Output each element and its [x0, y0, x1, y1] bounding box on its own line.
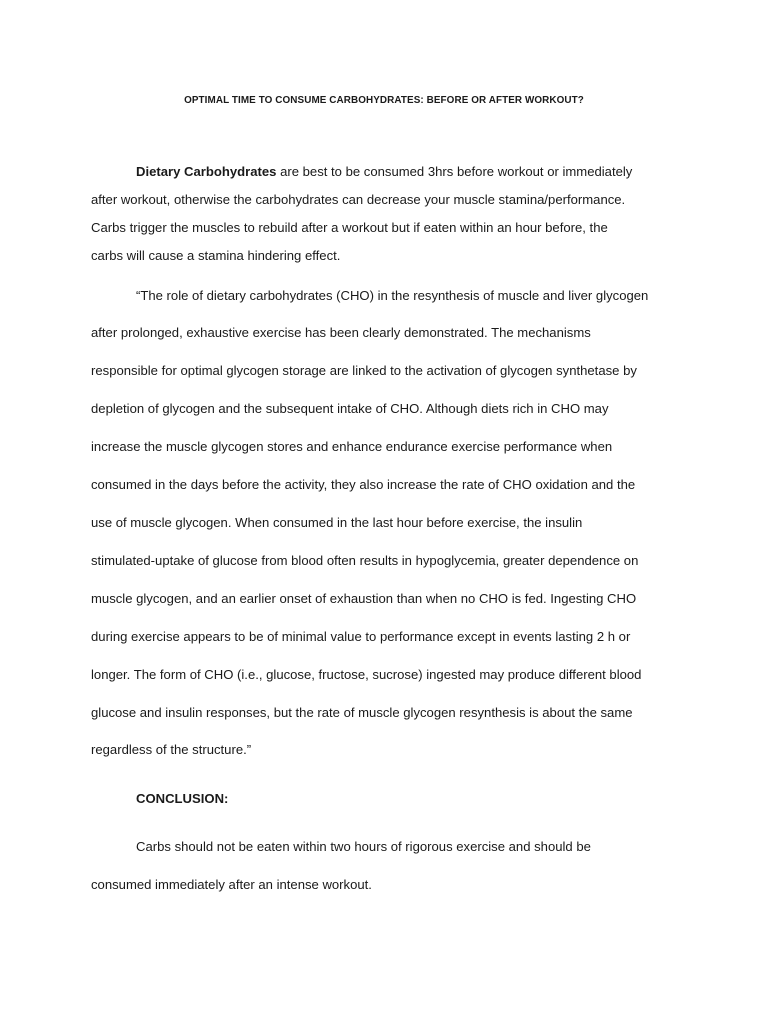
conclusion-line: consumed immediately after an intense workout.: [91, 877, 372, 892]
intro-text: are best to be consumed 3hrs before workout or immediately: [276, 164, 633, 179]
intro-line-3: Carbs trigger the muscles to rebuild after a workout but if eaten within an hour before, the: [91, 220, 608, 235]
quote-line: longer. The form of CHO (i.e., glucose, fructose, sucrose) ingested may produce different blood: [91, 667, 642, 682]
quote-line: consumed in the days before the activity, they also increase the rate of CHO oxidation and the: [91, 477, 636, 492]
intro-line-2: after workout, otherwise the carbohydrates can decrease your muscle stamina/performance.: [91, 192, 626, 207]
intro-term: Dietary Carbohydrates: [136, 164, 277, 179]
quote-line: glucose and insulin responses, but the rate of muscle glycogen resynthesis is about the same: [91, 705, 633, 720]
quote-line: depletion of glycogen and the subsequent intake of CHO. Although diets rich in CHO may: [91, 401, 609, 416]
quote-line: stimulated-uptake of glucose from blood often results in hypoglycemia, greater dependence on: [91, 553, 639, 568]
quote-line: responsible for optimal glycogen storage are linked to the activation of glycogen synthetase by: [91, 363, 637, 378]
quote-line: regardless of the structure.”: [91, 742, 252, 757]
document-title: OPTIMAL TIME TO CONSUME CARBOHYDRATES: BEFORE OR AFTER WORKOUT?: [184, 95, 584, 106]
conclusion-line: Carbs should not be eaten within two hours of rigorous exercise and should be: [136, 839, 591, 854]
conclusion-heading: CONCLUSION:: [136, 791, 229, 806]
quote-line: during exercise appears to be of minimal value to performance except in events lasting 2 h or: [91, 629, 631, 644]
quote-line: muscle glycogen, and an earlier onset of exhaustion than when no CHO is fed. Ingesting CHO: [91, 591, 637, 606]
quote-line: increase the muscle glycogen stores and enhance endurance exercise performance when: [91, 439, 613, 454]
quote-line: after prolonged, exhaustive exercise has been clearly demonstrated. The mechanisms: [91, 325, 591, 340]
quote-line: use of muscle glycogen. When consumed in the last hour before exercise, the insulin: [91, 515, 583, 530]
intro-line-1: [136, 164, 632, 180]
intro-line-4: carbs will cause a stamina hindering effect.: [91, 248, 341, 263]
quote-line: “The role of dietary carbohydrates (CHO) in the resynthesis of muscle and liver glycogen: [136, 288, 649, 303]
